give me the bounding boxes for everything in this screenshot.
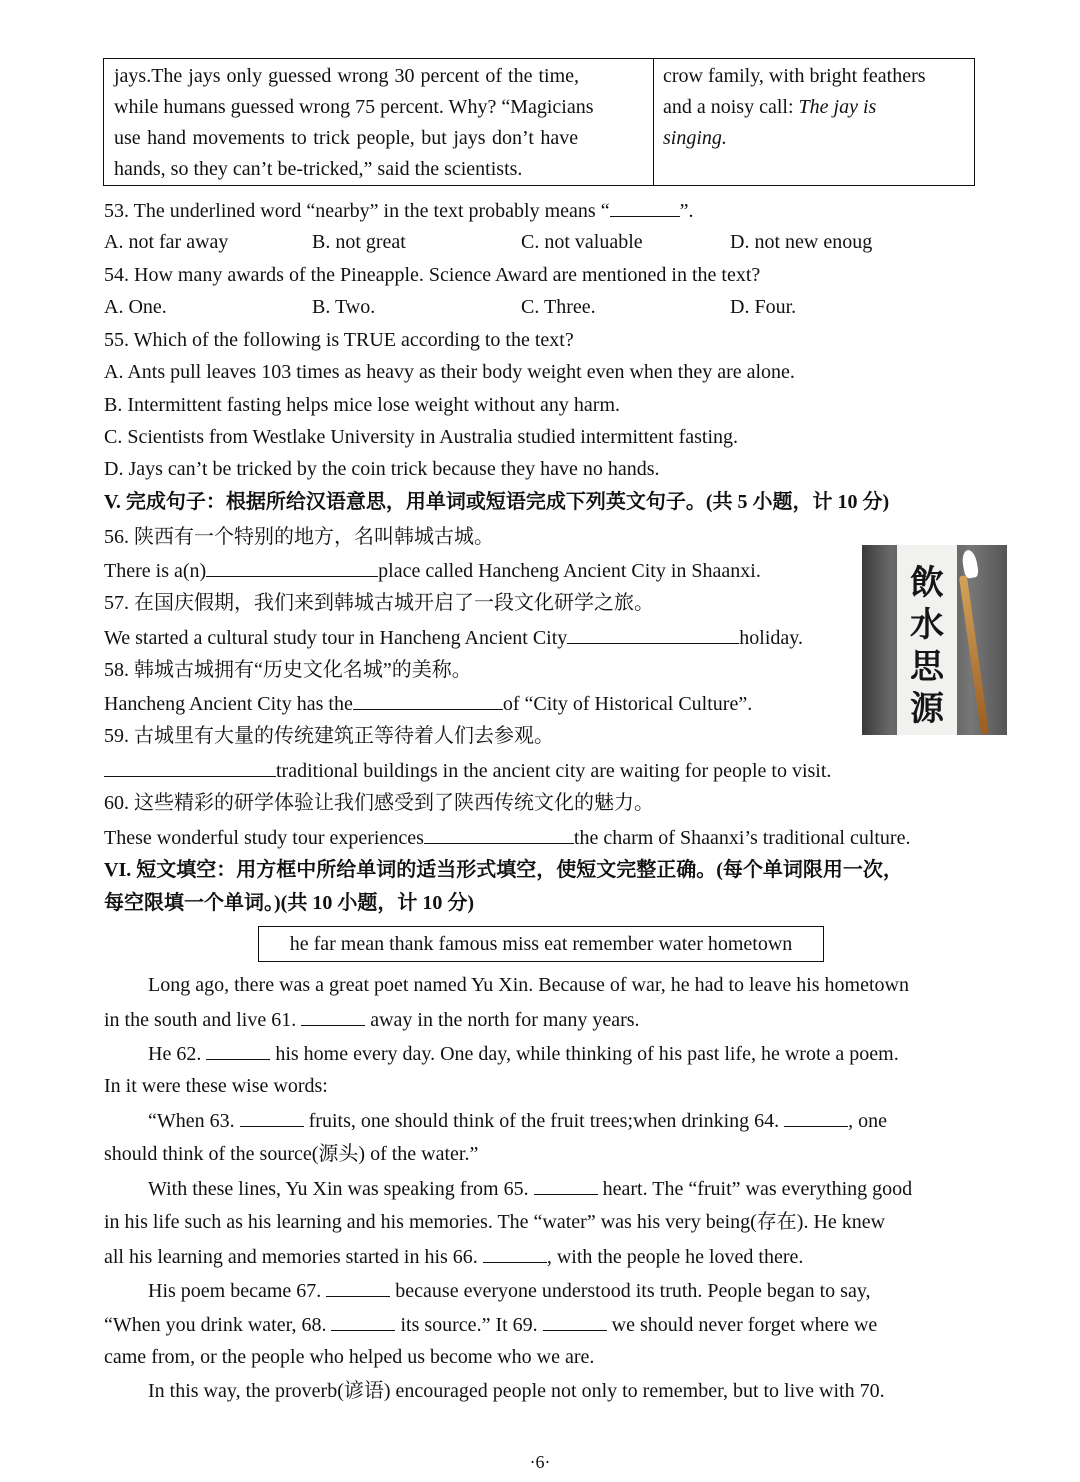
table-left-line: while humans guessed wrong 75 percent. Why? “Magicians [114, 96, 594, 118]
blank-68[interactable] [331, 1312, 395, 1331]
table-right-cell [663, 61, 967, 154]
table-left-line: jays.The jays only guessed wrong 30 percent of the time, [114, 65, 579, 87]
question-59-cn: 59. 古城里有大量的传统建筑正等待着人们去参观。 [104, 725, 554, 747]
calligraphy-char: 思 [910, 647, 944, 687]
passage-line: came from, or the people who helped us become who we are. [104, 1346, 595, 1368]
option-54c[interactable]: C. Three. [521, 296, 596, 318]
question-57-cn: 57. 在国庆假期，我们来到韩城古城开启了一段文化研学之旅。 [104, 592, 654, 614]
passage-text: fruits, one should think of the fruit trees;when drinking 64. [303, 1110, 785, 1132]
calligraphy-char: 水 [910, 605, 944, 645]
brush-tip-icon [961, 549, 980, 579]
calligraphy-char: 源 [910, 689, 944, 729]
answer-blank[interactable] [567, 625, 739, 644]
blank-62[interactable] [206, 1041, 270, 1060]
question-54: 54. How many awards of the Pineapple. Science Award are mentioned in the text? [104, 264, 761, 286]
blank-61[interactable] [301, 1007, 365, 1026]
question-59-en [104, 758, 831, 783]
passage-line [148, 1041, 899, 1066]
blank-67[interactable] [326, 1278, 390, 1297]
question-60-cn: 60. 这些精彩的研学体验让我们感受到了陕西传统文化的魅力。 [104, 792, 654, 814]
blank-66[interactable] [483, 1244, 547, 1263]
question-text: the charm of Shaanxi’s traditional culture. [573, 827, 911, 849]
option-55b[interactable]: B. Intermittent fasting helps mice lose weight without any harm. [104, 394, 621, 416]
passage-line [104, 1244, 803, 1269]
passage-text: , one [848, 1110, 888, 1132]
passage-text: His poem became 67. [148, 1280, 327, 1302]
answer-blank[interactable] [424, 825, 574, 844]
blank-69[interactable] [543, 1312, 607, 1331]
question-text: 53. The underlined word “nearby” in the text probably means “ [104, 200, 610, 222]
passage-text: away in the north for many years. [365, 1009, 640, 1031]
passage-text: “When you drink water, 68. [104, 1314, 332, 1336]
option-54a[interactable]: A. One. [104, 296, 167, 318]
option-53b[interactable]: B. not great [312, 231, 406, 253]
passage-line [148, 1176, 912, 1201]
passage-line [104, 1312, 877, 1337]
blank-65[interactable] [534, 1176, 598, 1195]
page-number: ·6· [529, 1452, 551, 1472]
passage-text: all his learning and memories started in his 66. [104, 1246, 483, 1268]
blank-64[interactable] [784, 1108, 848, 1127]
question-text: ”. [679, 200, 694, 222]
passage-text: we should never forget where we [606, 1314, 878, 1336]
word-box: he far mean thank famous miss eat remember water hometown [258, 926, 824, 962]
table-left-line: hands, so they can’t be-tricked,” said the scientists. [114, 158, 523, 180]
passage-line: In it were these wise words: [104, 1075, 328, 1097]
passage-line [148, 1108, 887, 1133]
passage-text: He 62. [148, 1043, 207, 1065]
passage-line: in his life such as his learning and his memories. The “water” was his very being(存在). He knew [104, 1211, 886, 1233]
option-53a[interactable]: A. not far away [104, 231, 229, 253]
option-53c[interactable]: C. not valuable [521, 231, 643, 253]
question-text: We started a cultural study tour in Hancheng Ancient City [104, 627, 568, 649]
section-5-heading: V. 完成句子：根据所给汉语意思，用单词或短语完成下列英文句子。(共 5 小题，计 10 分) [104, 491, 890, 513]
passage-line: In this way, the proverb(谚语) encouraged people not only to remember, but to live with 70. [148, 1380, 885, 1402]
question-60-en [104, 825, 910, 850]
passage-text: his home every day. One day, while thinking of his past life, he wrote a poem. [270, 1043, 899, 1065]
passage-text: because everyone understood its truth. People began to say, [390, 1280, 871, 1302]
table-left-line: use hand movements to trick people, but jays don’t have [114, 127, 579, 149]
question-56-cn: 56. 陕西有一个特别的地方，名叫韩城古城。 [104, 526, 494, 548]
question-55: 55. Which of the following is TRUE according to the text? [104, 329, 574, 351]
passage-text: “When 63. [148, 1110, 240, 1132]
passage-line: Long ago, there was a great poet named Yu Xin. Because of war, he had to leave his hometown [148, 974, 909, 996]
brush-icon [959, 575, 989, 735]
question-text: of “City of Historical Culture”. [502, 693, 753, 715]
question-text: There is a(n) [104, 560, 207, 582]
passage-text: With these lines, Yu Xin was speaking from 65. [148, 1178, 534, 1200]
option-55c[interactable]: C. Scientists from Westlake University in Australia studied intermittent fasting. [104, 426, 739, 448]
option-54b[interactable]: B. Two. [312, 296, 376, 318]
table-right-line [663, 92, 967, 123]
option-54d[interactable]: D. Four. [730, 296, 797, 318]
question-53 [104, 198, 693, 223]
option-53d[interactable]: D. not new enoug [730, 231, 873, 253]
section-6-heading: VI. 短文填空：用方框中所给单词的适当形式填空，使短文完整正确。(每个单词限用一次， [104, 859, 903, 881]
question-58-en [104, 691, 752, 716]
option-55d[interactable]: D. Jays can’t be tricked by the coin trick because they have no hands. [104, 458, 660, 480]
passage-text: heart. The “fruit” was everything good [597, 1178, 913, 1200]
calligraphy-char: 飲 [910, 563, 944, 603]
answer-blank[interactable] [104, 758, 276, 777]
table-right-line: crow family, with bright feathers [663, 65, 926, 87]
option-55a[interactable]: A. Ants pull leaves 103 times as heavy as their body weight even when they are alone. [104, 361, 795, 383]
answer-blank[interactable] [353, 691, 503, 710]
answer-blank[interactable] [610, 198, 680, 217]
table-right-italic: The jay is [798, 96, 877, 118]
question-text: These wonderful study tour experiences [104, 827, 424, 849]
question-56-en [104, 558, 761, 583]
passage-text: its source.” It 69. [395, 1314, 543, 1336]
table-right-text: and a noisy call: [663, 96, 799, 118]
table-left-cell [114, 61, 644, 185]
question-58-cn: 58. 韩城古城拥有“历史文化名城”的美称。 [104, 659, 472, 681]
section-6-heading-cont: 每空限填一个单词。)(共 10 小题，计 10 分) [104, 892, 474, 914]
passage-line [148, 1278, 871, 1303]
table-right-line: singing. [663, 127, 727, 149]
question-text: holiday. [739, 627, 803, 649]
table-divider [653, 58, 654, 186]
question-57-en [104, 625, 803, 650]
calligraphy-image [862, 545, 1007, 735]
passage-line: should think of the source(源头) of the water.” [104, 1143, 479, 1165]
question-text: place called Hancheng Ancient City in Shaanxi. [378, 560, 761, 582]
passage-line [104, 1007, 640, 1032]
question-text: traditional buildings in the ancient city are waiting for people to visit. [276, 760, 832, 782]
passage-text: in the south and live 61. [104, 1009, 302, 1031]
question-text: Hancheng Ancient City has the [104, 693, 353, 715]
passage-text: , with the people he loved there. [546, 1246, 804, 1268]
answer-blank[interactable] [206, 558, 378, 577]
blank-63[interactable] [240, 1108, 304, 1127]
